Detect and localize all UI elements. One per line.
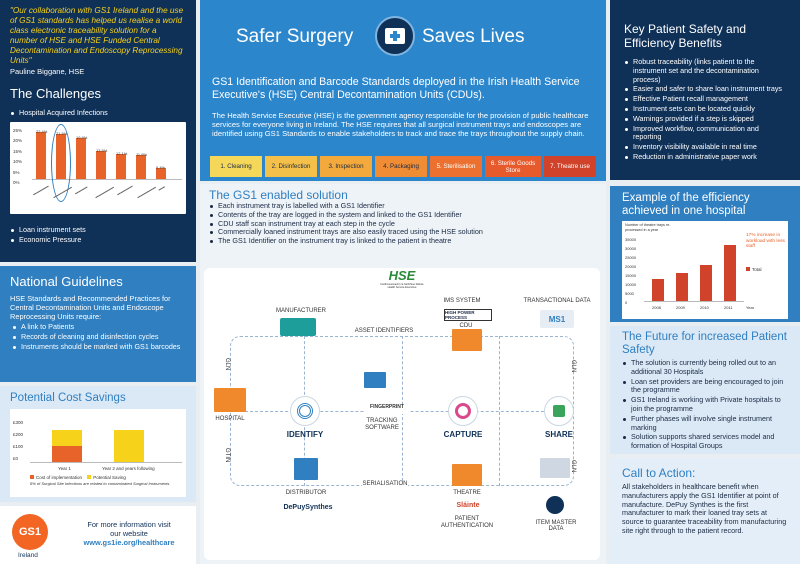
benefit-item: Inventory visibility available in real time bbox=[624, 143, 788, 152]
transactional-label: TRANSACTIONAL DATA bbox=[523, 298, 591, 304]
future-item: The solution is currently being rolled out to an additional 30 Hospitals bbox=[622, 359, 788, 377]
legend-label: Total bbox=[752, 267, 762, 272]
share-label: SHARE bbox=[544, 430, 573, 439]
challenge-item: Economic Pressure bbox=[10, 236, 186, 245]
capture-icon bbox=[448, 396, 478, 426]
data-label: 22.4% bbox=[36, 128, 48, 134]
banner-title-right: Saves Lives bbox=[422, 26, 525, 47]
axis-label: 10% bbox=[13, 159, 23, 165]
step-disinfection: 2. Disinfection bbox=[265, 156, 317, 177]
benefit-item: Warnings provided if a step is skipped bbox=[624, 115, 788, 124]
axis-label: £200 bbox=[13, 432, 24, 437]
future-item: Further phases will involve single instrument marking bbox=[622, 415, 788, 433]
x-label: 2008 bbox=[652, 305, 661, 310]
x-unit: Year bbox=[746, 305, 755, 310]
guidelines-intro: HSE Standards and Recommended Practices for Central Decontamination Units and Endoscope Reprocessing Units require: bbox=[10, 294, 171, 321]
solution-item: CDU staff scan instrument tray at each step in the cycle bbox=[209, 220, 599, 229]
axis-label: 5000 bbox=[625, 291, 634, 296]
patient-auth-label: PATIENT AUTHENTICATION bbox=[440, 516, 494, 529]
challenge-item: Hospital Acquired Infections bbox=[10, 109, 186, 118]
efficiency-title: Example of the efficiency achieved in one hospital bbox=[622, 192, 750, 217]
theatre-icon bbox=[452, 464, 482, 486]
axis-label: 30000 bbox=[625, 246, 637, 251]
axis-label: 0% bbox=[13, 180, 20, 186]
traceability-diagram bbox=[204, 268, 600, 560]
item-master-label: ITEM MASTER DATA bbox=[535, 520, 577, 532]
axis-label: 15% bbox=[13, 148, 23, 154]
x-label: 2009 bbox=[676, 305, 685, 310]
hpp-logo: HIGH POWER PROCESS bbox=[444, 309, 492, 321]
efficiency-panel bbox=[610, 186, 800, 322]
future-panel bbox=[610, 326, 800, 454]
process-steps bbox=[210, 156, 596, 177]
data-label: 13.5% bbox=[96, 147, 108, 153]
capture-label: CAPTURE bbox=[443, 430, 483, 439]
banner-title-left: Safer Surgery bbox=[236, 26, 354, 47]
solution-item: Contents of the tray are logged in the system and linked to the GS1 Identifier bbox=[209, 211, 599, 220]
data-label: 5.4% bbox=[156, 164, 166, 170]
legend-label: Cost of implementation bbox=[36, 475, 83, 480]
hospital-label: HOSPITAL bbox=[215, 416, 245, 422]
legend-label: Potential Saving bbox=[93, 475, 126, 480]
benefit-item: Easier and safer to share loan instrument trays bbox=[624, 85, 788, 94]
axis-label: 20% bbox=[13, 138, 23, 144]
gs1-small-logo bbox=[546, 496, 564, 514]
serialisation-label: SERIALISATION bbox=[362, 481, 408, 487]
axis-label: 25% bbox=[13, 127, 23, 133]
step-packaging: 4. Packaging bbox=[375, 156, 427, 177]
benefit-item: Instrument sets can be located quickly bbox=[624, 105, 788, 114]
asset-identifiers-label: ASSET IDENTIFIERS bbox=[354, 328, 414, 334]
chart-bar bbox=[700, 265, 712, 301]
gs1-logo: GS1 bbox=[12, 514, 48, 550]
x-label: 2010 bbox=[700, 305, 709, 310]
chart-bar bbox=[724, 245, 736, 301]
footer-line1: For more information visit bbox=[87, 520, 171, 529]
future-item: Solution supports shared services model and formation of Hospital Groups bbox=[622, 433, 788, 451]
efficiency-chart bbox=[622, 221, 788, 319]
savings-chart bbox=[10, 409, 186, 497]
axis-label: £100 bbox=[13, 444, 24, 449]
gln-label-right: GLN bbox=[570, 360, 576, 373]
footer-line2: our website bbox=[110, 529, 148, 538]
chart-bar bbox=[136, 155, 146, 179]
chart-bar bbox=[96, 151, 106, 179]
identify-fingerprint-icon bbox=[290, 396, 320, 426]
challenges-title: The Challenges bbox=[10, 86, 102, 101]
cost-savings-panel bbox=[0, 386, 196, 502]
solution-item: Commercially loaned instrument trays are also easily traced using the HSE solution bbox=[209, 228, 599, 237]
gtin-label: GTIN bbox=[224, 448, 230, 463]
footer-left bbox=[0, 506, 196, 564]
axis-label: 15000 bbox=[625, 273, 637, 278]
cta-title: Call to Action: bbox=[622, 466, 696, 480]
hse-logo: HSE Feidhmeannacht na Seirbhíse Sláinte Health Service Executive bbox=[380, 268, 424, 289]
benefit-item: Effective Patient recall management bbox=[624, 95, 788, 104]
x-label: Year 2 and years following bbox=[102, 466, 155, 471]
axis-label: 0 bbox=[625, 300, 628, 305]
benefits-panel bbox=[610, 0, 800, 180]
cta-panel bbox=[610, 458, 800, 564]
benefit-item: Robust traceability (links patient to the instrument set and the decontamination process) bbox=[624, 58, 788, 84]
slainte-logo: Sláinte bbox=[456, 502, 480, 509]
axis-label: £0 bbox=[13, 456, 19, 461]
solution-title: The GS1 enabled solution bbox=[209, 188, 348, 202]
data-label: 19.9% bbox=[76, 134, 88, 140]
efficiency-note: 17% increase in workload with less staff bbox=[746, 233, 785, 249]
tracking-computer-icon bbox=[364, 372, 386, 388]
challenges-chart: 25% 20% 15% 10% 5% 0% 22.4% 21.5% 19.9% 13.5% 12.1% 11.9% 5.4% ▬▬▬▬▬ ▬▬▬▬▬▬ ▬▬▬▬ ▬▬▬▬▬▬ ▬▬▬▬▬ ▬▬▬▬▬▬ ▬▬ bbox=[10, 122, 186, 214]
banner-subtitle: GS1 Identification and Barcode Standards deployed in the Irish Health Service Executive's (HSE) Central Decontamination Units (CDUs). bbox=[212, 76, 580, 101]
manufacturer-icon bbox=[280, 318, 316, 336]
guidelines-title: National Guidelines bbox=[10, 274, 123, 289]
depuy-logo: DePuySynthes bbox=[283, 504, 333, 511]
step-cleaning: 1. Cleaning bbox=[210, 156, 262, 177]
axis-label: 10000 bbox=[625, 282, 637, 287]
manufacturer-label: MANUFACTURER bbox=[276, 308, 327, 314]
gs1-logo-sub: Ireland bbox=[18, 552, 38, 559]
future-title: The Future for increased Patient Safety bbox=[622, 331, 787, 356]
savings-bar-year1 bbox=[52, 430, 82, 462]
fingerprint-logo: FINGERPRINT bbox=[364, 404, 410, 414]
solution-item: The GS1 Identifier on the instrument tray is linked to the patient in theatre bbox=[209, 237, 599, 246]
step-sterile-store: 6. Sterile Goods Store bbox=[485, 156, 541, 177]
challenge-item: Loan instrument sets bbox=[10, 226, 186, 235]
medical-box-icon bbox=[375, 16, 415, 56]
x-label: Year 1 bbox=[58, 466, 71, 471]
chart-bar bbox=[676, 273, 688, 301]
center-banner bbox=[200, 0, 606, 181]
future-item: GS1 Ireland is working with Private hospitals to join the programme bbox=[622, 396, 788, 414]
axis-label: 20000 bbox=[625, 264, 637, 269]
axis-label: 25000 bbox=[625, 255, 637, 260]
savings-title: Potential Cost Savings bbox=[10, 392, 126, 404]
axis-label: 35000 bbox=[625, 237, 637, 242]
hospital-icon bbox=[214, 388, 246, 412]
step-inspection: 3. Inspection bbox=[320, 156, 372, 177]
distributor-icon bbox=[294, 458, 318, 480]
data-label: 11.9% bbox=[136, 151, 148, 157]
chart-bar bbox=[652, 279, 664, 301]
data-label: 12.1% bbox=[116, 150, 128, 156]
axis-label: 5% bbox=[13, 169, 20, 175]
ms1-logo: MS1 bbox=[540, 310, 574, 328]
step-theatre: 7. Theatre use bbox=[544, 156, 596, 177]
national-guidelines-panel bbox=[0, 266, 196, 382]
solution-panel bbox=[200, 184, 606, 564]
cta-body: All stakeholders in healthcare benefit when manufacturers apply the GS1 Identifier at point of manufacture. DePuy Synthes is the first manufacturer to mark their loaned tray sets at source to guarantee traceability from manufacturing site right through to the patient record. bbox=[622, 482, 787, 535]
footer-url[interactable]: www.gs1ie.org/healthcare bbox=[83, 538, 175, 547]
chart-bar bbox=[36, 132, 46, 179]
benefit-item: Reduction in administrative paper work bbox=[624, 153, 788, 162]
future-item: Loan set providers are being encouraged to join the programme bbox=[622, 378, 788, 396]
cdu-building-icon bbox=[452, 329, 482, 351]
theatre-label: THEATRE bbox=[453, 490, 481, 496]
quote-text: "Our collaboration with GS1 Ireland and the use of GS1 standards has helped us realise a world class electronic traceability solution for a number of HSE and HSE Funded Central Decontamination and Endoscopy Reprocessing Units" bbox=[10, 6, 184, 65]
gln-label: GLN bbox=[224, 358, 230, 371]
chart-bar bbox=[76, 138, 86, 179]
quote-author: Pauline Biggane, HSE bbox=[10, 67, 85, 76]
banner-body: The Health Service Executive (HSE) is the government agency responsible for the provision of public healthcare services for everyone living in Ireland. The HSE requires that all surgical instrument trays and endoscopes are identified using GS1 Standards to enable stakeholders to track and trace the trays throughout the supply chain. bbox=[212, 111, 589, 139]
share-icon bbox=[544, 396, 574, 426]
solution-item: Each instrument tray is labelled with a GS1 Identifier bbox=[209, 202, 599, 211]
chart-bar bbox=[116, 154, 126, 179]
benefit-item: Improved workflow, communication and reporting bbox=[624, 125, 788, 143]
savings-bar-year2 bbox=[114, 430, 144, 462]
savings-footnote: 8% of Surgical Site Infections are related to contaminated Surgical Instruments bbox=[30, 481, 170, 486]
gln-label-right2: GLN bbox=[570, 460, 576, 473]
ims-label: IMS SYSTEM bbox=[443, 298, 481, 304]
guideline-item: A link to Patients bbox=[12, 323, 186, 332]
step-sterilisation: 5. Sterilisation bbox=[430, 156, 482, 177]
efficiency-chart-title: Number of theatre trays re-processed in a year bbox=[625, 223, 671, 232]
guideline-item: Instruments should be marked with GS1 barcodes bbox=[12, 343, 186, 352]
identify-label: IDENTIFY bbox=[286, 430, 324, 439]
cdu-label: CDU bbox=[459, 323, 473, 329]
axis-label: £300 bbox=[13, 420, 24, 425]
x-label: 2011 bbox=[724, 305, 733, 310]
tracking-software-label: TRACKING SOFTWARE bbox=[365, 418, 399, 431]
left-top-panel bbox=[0, 0, 196, 262]
benefits-title: Key Patient Safety and Efficiency Benefits bbox=[624, 22, 747, 50]
item-master-icon bbox=[540, 458, 570, 478]
distributor-label: DISTRIBUTOR bbox=[285, 490, 327, 496]
guideline-item: Records of cleaning and disinfection cycles bbox=[12, 333, 186, 342]
data-label: 21.5% bbox=[56, 130, 68, 136]
